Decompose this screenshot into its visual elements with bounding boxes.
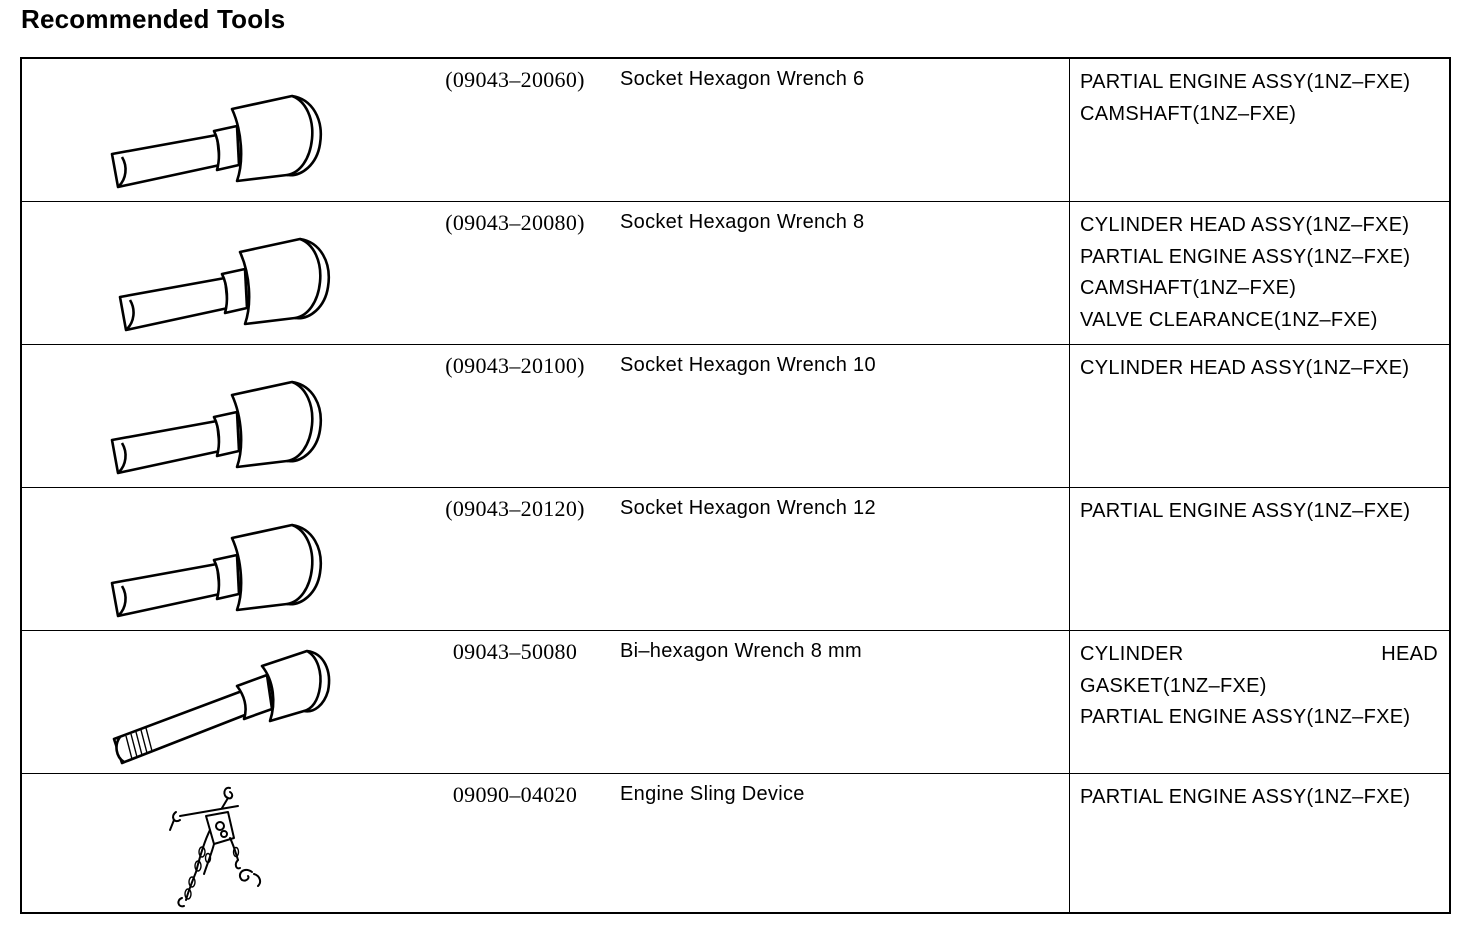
tool-name: Socket Hexagon Wrench 8 bbox=[620, 211, 865, 233]
tool-name: Socket Hexagon Wrench 10 bbox=[620, 354, 876, 376]
part-number: (09043–20120) bbox=[445, 496, 585, 521]
usage-item: PARTIAL ENGINE ASSY(1NZ–FXE) bbox=[1080, 71, 1411, 93]
usage-list bbox=[1080, 782, 1436, 814]
part-number: (09043–20080) bbox=[445, 210, 585, 235]
part-number: (09043–20060) bbox=[445, 67, 585, 92]
table-row bbox=[22, 345, 1449, 488]
part-number: 09090–04020 bbox=[452, 782, 578, 807]
usage-item: PARTIAL ENGINE ASSY(1NZ–FXE) bbox=[1080, 706, 1411, 728]
table-row bbox=[22, 59, 1449, 202]
usage-item: PARTIAL ENGINE ASSY(1NZ–FXE) bbox=[1080, 786, 1411, 808]
usage-item: PARTIAL ENGINE ASSY(1NZ–FXE) bbox=[1080, 245, 1411, 268]
engine-sling-device-icon bbox=[152, 782, 272, 907]
usage-list bbox=[1080, 639, 1436, 734]
column-divider bbox=[1069, 345, 1070, 487]
tools-table bbox=[20, 57, 1451, 914]
table-row bbox=[22, 488, 1449, 631]
hex-socket-wrench-icon bbox=[92, 355, 352, 480]
table-row bbox=[22, 774, 1449, 914]
usage-item: PARTIAL ENGINE ASSY(1NZ–FXE) bbox=[1080, 500, 1411, 522]
column-divider bbox=[1069, 631, 1070, 773]
tool-name: Socket Hexagon Wrench 12 bbox=[620, 497, 876, 519]
page-title: Recommended Tools bbox=[21, 4, 286, 34]
usage-item: VALVE CLEARANCE(1NZ–FXE) bbox=[1080, 308, 1378, 331]
usage-list bbox=[1080, 210, 1436, 336]
usage-item: CYLINDER HEAD ASSY(1NZ–FXE) bbox=[1080, 214, 1410, 236]
usage-list bbox=[1080, 353, 1436, 385]
column-divider bbox=[1069, 774, 1070, 914]
usage-list bbox=[1080, 67, 1436, 130]
hex-socket-wrench-icon bbox=[92, 498, 352, 623]
usage-item: CYLINDER HEAD ASSY(1NZ–FXE) bbox=[1080, 357, 1410, 379]
part-number: (09043–20100) bbox=[445, 353, 585, 378]
tool-name: Engine Sling Device bbox=[620, 783, 805, 805]
table-row bbox=[22, 202, 1449, 345]
usage-list bbox=[1080, 496, 1436, 528]
table-row bbox=[22, 631, 1449, 774]
part-number: 09043–50080 bbox=[452, 639, 578, 664]
column-divider bbox=[1069, 59, 1070, 201]
usage-item: CYLINDER HEAD bbox=[1080, 643, 1438, 665]
usage-item: GASKET(1NZ–FXE) bbox=[1080, 674, 1267, 697]
hex-socket-wrench-icon bbox=[100, 212, 360, 337]
column-divider bbox=[1069, 202, 1070, 344]
bi-hexagon-wrench-icon bbox=[92, 641, 352, 766]
tool-name: Socket Hexagon Wrench 6 bbox=[620, 68, 865, 90]
hex-socket-wrench-icon bbox=[92, 69, 352, 194]
usage-item: CAMSHAFT(1NZ–FXE) bbox=[1080, 102, 1297, 125]
tool-name: Bi–hexagon Wrench 8 mm bbox=[620, 640, 862, 662]
column-divider bbox=[1069, 488, 1070, 630]
usage-item: CAMSHAFT(1NZ–FXE) bbox=[1080, 277, 1297, 299]
